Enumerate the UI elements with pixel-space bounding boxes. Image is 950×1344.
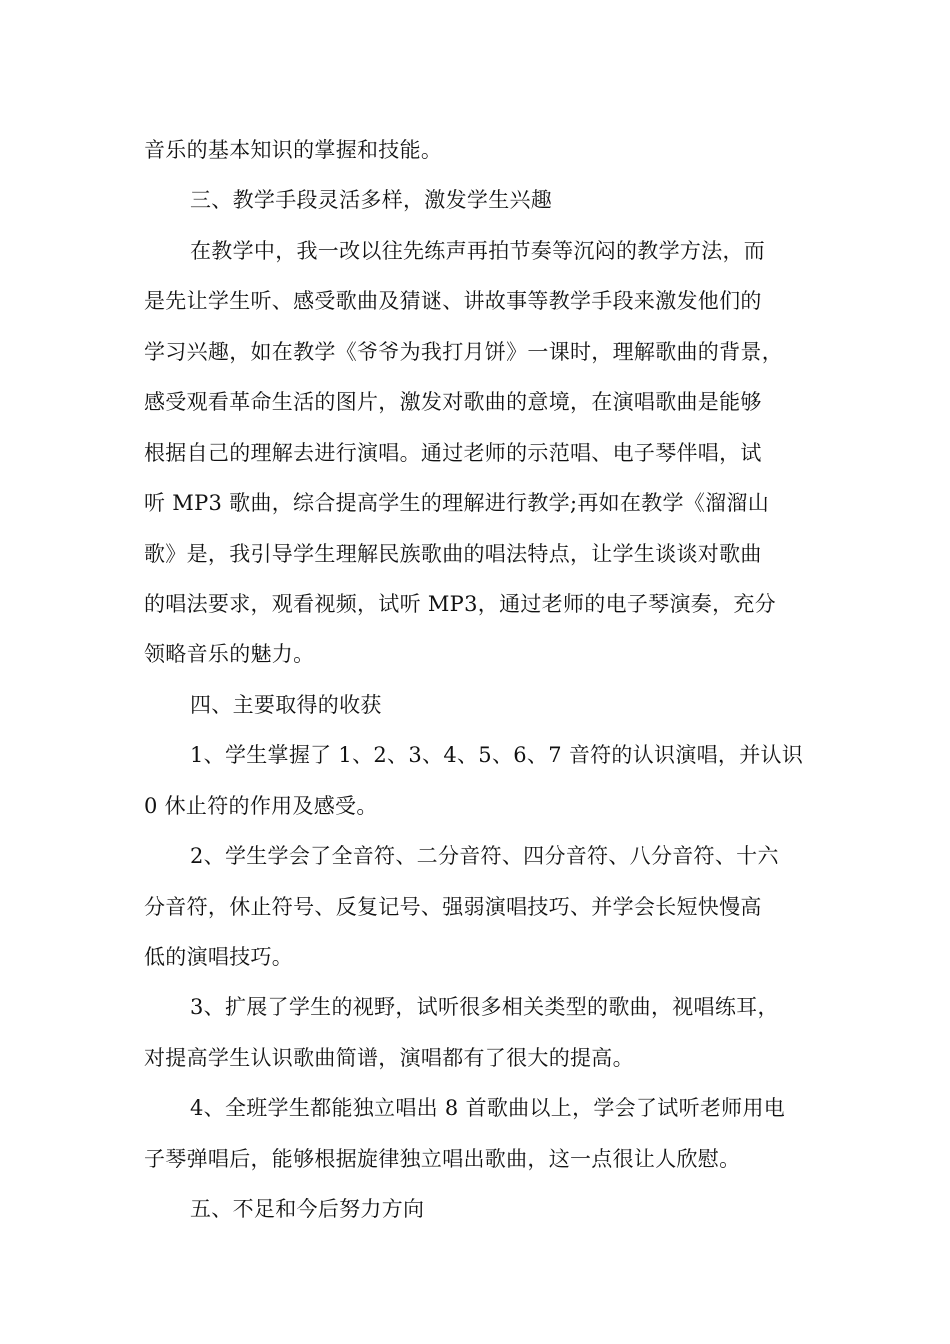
text-line: 1、学生掌握了 1、2、3、4、5、6、7 音符的认识演唱，并认识 (190, 743, 804, 767)
text-line: 的唱法要求，观看视频，试听 MP3，通过老师的电子琴演奏，充分 (144, 592, 776, 616)
text-line: 低的演唱技巧。 (144, 945, 294, 969)
text-line: 领略音乐的魅力。 (144, 642, 315, 666)
text-line: 学习兴趣，如在教学《爷爷为我打月饼》一课时，理解歌曲的背景， (144, 340, 783, 364)
text-line: 是先让学生听、感受歌曲及猜谜、讲故事等教学手段来激发他们的 (144, 289, 762, 313)
text-line: 3、扩展了学生的视野，试听很多相关类型的歌曲，视唱练耳， (190, 995, 779, 1019)
text-line: 对提高学生认识歌曲简谱，演唱都有了很大的提高。 (144, 1046, 634, 1070)
text-line: 感受观看革命生活的图片，激发对歌曲的意境，在演唱歌曲是能够 (144, 390, 762, 414)
text-line: 子琴弹唱后，能够根据旋律独立唱出歌曲，这一点很让人欣慰。 (144, 1147, 741, 1171)
text-line: 4、全班学生都能独立唱出 8 首歌曲以上，学会了试听老师用电 (190, 1096, 786, 1120)
text-line: 歌》是，我引导学生理解民族歌曲的唱法特点，让学生谈谈对歌曲 (144, 542, 762, 566)
text-line: 0 休止符的作用及感受。 (144, 794, 378, 818)
text-line: 2、学生学会了全音符、二分音符、四分音符、八分音符、十六 (190, 844, 779, 868)
text-line: 根据自己的理解去进行演唱。通过老师的示范唱、电子琴伴唱，试 (144, 441, 762, 465)
section-heading: 四、主要取得的收获 (190, 693, 382, 717)
text-line: 分音符，休止符号、反复记号、强弱演唱技巧、并学会长短快慢高 (144, 895, 762, 919)
text-line: 听 MP3 歌曲，综合提高学生的理解进行教学;再如在教学《溜溜山 (144, 491, 770, 515)
section-heading: 五、不足和今后努力方向 (190, 1197, 425, 1221)
text-line: 音乐的基本知识的掌握和技能。 (144, 138, 443, 162)
text-line: 在教学中，我一改以往先练声再拍节奏等沉闷的教学方法，而 (190, 239, 766, 263)
section-heading: 三、教学手段灵活多样，激发学生兴趣 (190, 188, 553, 212)
